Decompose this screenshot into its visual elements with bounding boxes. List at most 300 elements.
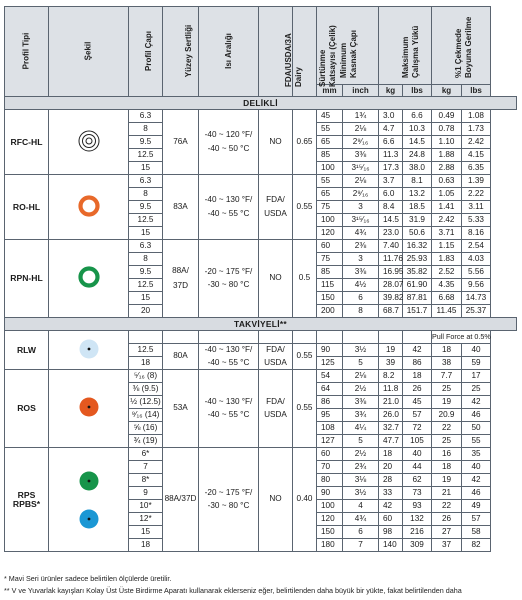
shape-icons — [77, 194, 101, 218]
profile-shape — [49, 175, 129, 240]
pulley-mm: 120 — [317, 227, 343, 240]
section-reinforced — [5, 318, 517, 331]
diameter-value: 15 — [129, 227, 163, 240]
friction-value: 0.55 — [293, 370, 317, 448]
load-kg: 7.40 — [379, 240, 403, 253]
elong-kg: 0.63 — [432, 175, 462, 188]
load-lbs: 40 — [403, 448, 432, 461]
temp-c: -30 ~ 80 °C — [207, 501, 250, 510]
pulley-mm: 180 — [317, 539, 343, 552]
unit-lbs: lbs — [403, 85, 432, 97]
diameter-value: 9 — [129, 487, 163, 500]
pulley-mm: 150 — [317, 526, 343, 539]
profile-shape — [49, 448, 129, 552]
footnote-2: ** V ve Yuvarlak kayışları Kolay Üst Üste Birdirme Aparatı kullanarak eklerseniz eğer, belirtilenden daha büyük bir yükte, fakat belirtilenden daha — [4, 586, 462, 595]
diameter-value: ⅜ (9.5) — [129, 383, 163, 396]
elong-lbs: 6.35 — [462, 162, 491, 175]
diameter-value: 12.5 — [129, 344, 163, 357]
load-lbs: 16.32 — [403, 240, 432, 253]
pulley-inch: 4¾ — [343, 513, 379, 526]
diameter-value: ⅝ (16) — [129, 422, 163, 435]
pulley-inch: 4¾ — [343, 227, 379, 240]
pulley-mm: 80 — [317, 474, 343, 487]
pulley-inch: 6 — [343, 526, 379, 539]
pulley-inch: 3⅜ — [343, 396, 379, 409]
green-round-belt-icon — [77, 469, 101, 493]
pulley-mm: 125 — [317, 357, 343, 370]
diameter-value: 7 — [129, 461, 163, 474]
pulley-inch: 4¼ — [343, 422, 379, 435]
pulley-mm: 60 — [317, 240, 343, 253]
load-lbs: 26 — [403, 383, 432, 396]
profile-code-rps: RPS — [17, 489, 36, 500]
fda-line: FDA/ — [266, 396, 285, 406]
diameter-value: 6.3 — [129, 110, 163, 123]
elong-kg: 2.52 — [432, 266, 462, 279]
elong-lbs: 25 — [462, 383, 491, 396]
table-body — [5, 97, 517, 552]
pulley-inch: 2⁹⁄₁₆ — [343, 188, 379, 201]
pulley-inch: 3⅜ — [343, 266, 379, 279]
load-lbs: 62 — [403, 474, 432, 487]
pulley-inch: 8 — [343, 305, 379, 318]
pulley-inch: 3¹⁵⁄₁₆ — [343, 162, 379, 175]
temp-f: -40 ~ 130 °F/ — [204, 344, 253, 354]
elong-lbs: 5.33 — [462, 214, 491, 227]
ro-row — [5, 175, 517, 188]
load-lbs: 72 — [403, 422, 432, 435]
load-lbs: 57 — [403, 409, 432, 422]
load-lbs: 31.9 — [403, 214, 432, 227]
load-lbs: 44 — [403, 461, 432, 474]
load-lbs: 25.93 — [403, 253, 432, 266]
elong-kg: 4.35 — [432, 279, 462, 292]
pulley-mm: 100 — [317, 162, 343, 175]
elong-kg: 20.9 — [432, 409, 462, 422]
pulley-mm: 55 — [317, 123, 343, 136]
pulley-inch: 2⅜ — [343, 240, 379, 253]
load-lbs: 24.8 — [403, 149, 432, 162]
pulley-inch: 4 — [343, 500, 379, 513]
elong-lbs: 46 — [462, 409, 491, 422]
diameter-value: 8* — [129, 474, 163, 487]
pulley-mm: 127 — [317, 435, 343, 448]
temp-range-value — [199, 110, 259, 175]
elong-lbs: 4.03 — [462, 253, 491, 266]
profile-code — [5, 448, 49, 552]
elong-kg: 22 — [432, 422, 462, 435]
empty-cell — [403, 331, 432, 344]
load-kg: 33 — [379, 487, 403, 500]
temp-c: -30 ~ 80 °C — [207, 280, 250, 289]
pulley-inch: 6 — [343, 292, 379, 305]
pulley-inch: 7 — [343, 539, 379, 552]
load-lbs: 10.3 — [403, 123, 432, 136]
diameter-value: 8 — [129, 123, 163, 136]
hardness-value — [163, 240, 199, 318]
elong-kg: 19 — [432, 396, 462, 409]
diameter-value: 12* — [129, 513, 163, 526]
elong-lbs: 17 — [462, 370, 491, 383]
shape-icons — [77, 337, 101, 361]
elong-kg: 38 — [432, 357, 462, 370]
load-kg: 19 — [379, 344, 403, 357]
load-lbs: 13.2 — [403, 188, 432, 201]
elong-kg: 1.10 — [432, 136, 462, 149]
elong-lbs: 2.54 — [462, 240, 491, 253]
temp-f: -40 ~ 130 °F/ — [204, 195, 253, 205]
fda-line: USDA — [264, 410, 287, 419]
pulley-inch: 3½ — [343, 487, 379, 500]
load-lbs: 61.90 — [403, 279, 432, 292]
elong-lbs: 58 — [462, 526, 491, 539]
temp-c: -40 ~ 55 °C — [207, 208, 250, 218]
empty-cell — [163, 331, 199, 344]
elong-kg: 7.7 — [432, 370, 462, 383]
pulley-mm: 150 — [317, 292, 343, 305]
elong-lbs: 82 — [462, 539, 491, 552]
pulley-inch: 2¾ — [343, 461, 379, 474]
friction-value: 0.5 — [293, 240, 317, 318]
temp-range-value — [199, 344, 259, 370]
pulley-inch: 2⅛ — [343, 370, 379, 383]
pulley-inch: 5 — [343, 357, 379, 370]
elong-lbs: 2.22 — [462, 188, 491, 201]
load-lbs: 42 — [403, 344, 432, 357]
elong-lbs: 55 — [462, 435, 491, 448]
elong-lbs: 4.15 — [462, 149, 491, 162]
shape-icons — [77, 469, 101, 531]
header-friction: Sürtünme Katsayısı (Çelik) — [293, 7, 317, 97]
load-kg: 39.82 — [379, 292, 403, 305]
elong-kg: 6.68 — [432, 292, 462, 305]
pulley-inch: 3⅛ — [343, 474, 379, 487]
load-lbs: 87.81 — [403, 292, 432, 305]
elong-kg: 0.78 — [432, 123, 462, 136]
diameter-value: 15 — [129, 292, 163, 305]
pulley-mm: 115 — [317, 279, 343, 292]
temp-c: -40 ~ 50 °C — [207, 143, 250, 153]
fda-line: USDA — [264, 208, 287, 218]
elong-lbs: 3.11 — [462, 201, 491, 214]
load-lbs: 86 — [403, 357, 432, 370]
load-lbs: 216 — [403, 526, 432, 539]
header-hardness: Yüzey Sertliği — [163, 7, 199, 97]
pulley-mm: 70 — [317, 461, 343, 474]
load-lbs: 18.5 — [403, 201, 432, 214]
pulley-inch: 3⅜ — [343, 149, 379, 162]
elong-kg: 21 — [432, 487, 462, 500]
unit-mm: mm — [317, 85, 343, 97]
pulley-mm: 75 — [317, 253, 343, 266]
pulley-inch: 5 — [343, 435, 379, 448]
load-kg: 21.0 — [379, 396, 403, 409]
temp-c: -40 ~ 55 °C — [207, 410, 250, 419]
pulley-inch: 1¾ — [343, 110, 379, 123]
pulley-mm: 54 — [317, 370, 343, 383]
load-kg: 98 — [379, 526, 403, 539]
pulley-mm: 55 — [317, 175, 343, 188]
pulley-mm: 90 — [317, 487, 343, 500]
section-perforated — [5, 97, 517, 110]
elong-lbs: 46 — [462, 487, 491, 500]
fda-value — [259, 344, 293, 370]
pulley-inch: 3 — [343, 253, 379, 266]
fda-value — [259, 175, 293, 240]
load-lbs: 38.0 — [403, 162, 432, 175]
load-kg: 28.07 — [379, 279, 403, 292]
hardness-value: 88A/37D — [163, 448, 199, 552]
diameter-value: 10* — [129, 500, 163, 513]
profile-code: RLW — [5, 331, 49, 370]
elong-lbs: 57 — [462, 513, 491, 526]
elong-kg: 2.88 — [432, 162, 462, 175]
elong-kg: 2.42 — [432, 214, 462, 227]
unit-inch: inch — [343, 85, 379, 97]
rlw-row — [5, 331, 517, 344]
pulley-inch: 4½ — [343, 279, 379, 292]
diameter-value: 12.5 — [129, 279, 163, 292]
pulley-mm: 86 — [317, 396, 343, 409]
profile-spec-table — [4, 6, 517, 552]
orange-round-belt-icon — [77, 395, 101, 419]
load-kg: 11.8 — [379, 383, 403, 396]
fda-value — [259, 370, 293, 448]
diameter-value: 15 — [129, 162, 163, 175]
elong-kg: 26 — [432, 513, 462, 526]
load-kg: 16.95 — [379, 266, 403, 279]
diameter-value: ½ (12.5) — [129, 396, 163, 409]
load-lbs: 45 — [403, 396, 432, 409]
empty-cell — [343, 331, 379, 344]
elong-kg: 1.88 — [432, 149, 462, 162]
elong-kg: 0.49 — [432, 110, 462, 123]
unit-lbs: lbs — [462, 85, 491, 97]
load-kg: 60 — [379, 513, 403, 526]
diameter-value: 9.5 — [129, 201, 163, 214]
temp-range-value — [199, 240, 259, 318]
header-pulley: Minimum Kasnak Çapı — [317, 7, 379, 85]
elong-kg: 3.71 — [432, 227, 462, 240]
elong-kg: 25 — [432, 435, 462, 448]
profile-shape — [49, 110, 129, 175]
orange-hollow-belt-icon — [77, 194, 101, 218]
elong-kg: 16 — [432, 448, 462, 461]
load-lbs: 18 — [403, 370, 432, 383]
elong-lbs: 50 — [462, 422, 491, 435]
elong-kg: 1.05 — [432, 188, 462, 201]
load-lbs: 105 — [403, 435, 432, 448]
empty-cell — [129, 331, 163, 344]
elong-kg: 18 — [432, 461, 462, 474]
load-kg: 20 — [379, 461, 403, 474]
elong-lbs: 42 — [462, 396, 491, 409]
fda-value: NO — [259, 240, 293, 318]
hardness-value: 80A — [163, 344, 199, 370]
empty-cell — [259, 331, 293, 344]
elong-kg: 1.83 — [432, 253, 462, 266]
fda-line: FDA/ — [266, 195, 285, 205]
load-kg: 4.7 — [379, 123, 403, 136]
elong-kg: 1.41 — [432, 201, 462, 214]
pull-force-note: Pull Force at 0.5% — [432, 331, 491, 344]
header-diameter: Profil Çapı — [129, 7, 163, 97]
friction-value: 0.40 — [293, 448, 317, 552]
pulley-inch: 3½ — [343, 344, 379, 357]
pulley-mm: 65 — [317, 188, 343, 201]
pulley-mm: 45 — [317, 110, 343, 123]
shape-icons — [77, 129, 101, 153]
load-lbs: 8.1 — [403, 175, 432, 188]
diameter-value: 6.3 — [129, 175, 163, 188]
header-shape: Şekil — [49, 7, 129, 97]
elong-lbs: 8.16 — [462, 227, 491, 240]
header-max-load: Maksimum Çalışma Yükü — [379, 7, 432, 85]
elong-kg: 1.15 — [432, 240, 462, 253]
diameter-value: 6.3 — [129, 240, 163, 253]
profile-code: RFC-HL — [5, 110, 49, 175]
section-title: DELİKLİ — [5, 97, 517, 110]
pulley-inch: 2⅛ — [343, 123, 379, 136]
load-kg: 6.6 — [379, 136, 403, 149]
load-kg: 8.4 — [379, 201, 403, 214]
elong-kg: 11.45 — [432, 305, 462, 318]
empty-cell — [379, 331, 403, 344]
temp-range-value — [199, 448, 259, 552]
pulley-inch: 3 — [343, 201, 379, 214]
rpn-row — [5, 240, 517, 253]
pulley-inch: 3¹⁵⁄₁₆ — [343, 214, 379, 227]
fda-line: USDA — [264, 358, 287, 367]
elong-lbs: 1.08 — [462, 110, 491, 123]
load-kg: 68.7 — [379, 305, 403, 318]
header-temp-range: Isı Aralığı — [199, 7, 259, 97]
elong-lbs: 59 — [462, 357, 491, 370]
diameter-value: ¾ (19) — [129, 435, 163, 448]
blue-round-belt-icon — [77, 507, 101, 531]
diameter-value: ⁵⁄₁₆ (8) — [129, 370, 163, 383]
elong-lbs: 1.73 — [462, 123, 491, 136]
fda-line: FDA/ — [266, 344, 285, 354]
rfc-row — [5, 110, 517, 123]
friction-value: 0.55 — [293, 344, 317, 370]
load-kg: 8.2 — [379, 370, 403, 383]
load-kg: 140 — [379, 539, 403, 552]
load-kg: 26.0 — [379, 409, 403, 422]
ros-row — [5, 370, 517, 383]
profile-code: RPN-HL — [5, 240, 49, 318]
light-blue-round-belt-icon — [77, 337, 101, 361]
unit-kg: kg — [379, 85, 403, 97]
elong-lbs: 49 — [462, 500, 491, 513]
pulley-mm: 60 — [317, 448, 343, 461]
profile-shape — [49, 331, 129, 370]
hardness-line: 88A/ — [172, 266, 189, 276]
diameter-value: 15 — [129, 526, 163, 539]
pulley-inch: 2⅛ — [343, 175, 379, 188]
elong-lbs: 40 — [462, 344, 491, 357]
load-kg: 39 — [379, 357, 403, 370]
load-kg: 3.0 — [379, 110, 403, 123]
load-kg: 14.5 — [379, 214, 403, 227]
profile-codes — [5, 491, 48, 508]
pulley-mm: 90 — [317, 344, 343, 357]
table-header — [5, 7, 517, 97]
temp-range-value — [199, 370, 259, 448]
elong-lbs: 25.37 — [462, 305, 491, 318]
profile-shape — [49, 240, 129, 318]
diameter-value: 20 — [129, 305, 163, 318]
footnote-1: * Mavi Seri ürünler sadece belirtilen ölçülerde üretilir. — [4, 574, 172, 583]
friction-value: 0.65 — [293, 110, 317, 175]
load-lbs: 132 — [403, 513, 432, 526]
diameter-value: 12.5 — [129, 149, 163, 162]
section-title: TAKVİYELİ** — [5, 318, 517, 331]
load-lbs: 35.82 — [403, 266, 432, 279]
pulley-mm: 75 — [317, 201, 343, 214]
pulley-inch: 3¾ — [343, 409, 379, 422]
elong-lbs: 35 — [462, 448, 491, 461]
pulley-mm: 200 — [317, 305, 343, 318]
empty-cell — [199, 331, 259, 344]
temp-c: -40 ~ 55 °C — [207, 358, 250, 367]
concentric-profile-icon — [77, 129, 101, 153]
pulley-inch: 2½ — [343, 448, 379, 461]
pulley-mm: 85 — [317, 149, 343, 162]
elong-lbs: 14.73 — [462, 292, 491, 305]
load-kg: 17.3 — [379, 162, 403, 175]
elong-lbs: 5.56 — [462, 266, 491, 279]
header-fda: FDA/USDA/3A Dairy — [259, 7, 293, 97]
hardness-value: 76A — [163, 110, 199, 175]
diameter-value: 9.5 — [129, 136, 163, 149]
load-lbs: 6.6 — [403, 110, 432, 123]
elong-lbs: 40 — [462, 461, 491, 474]
temp-f: -20 ~ 175 °F/ — [204, 266, 253, 276]
diameter-value: 9.5 — [129, 266, 163, 279]
pulley-mm: 108 — [317, 422, 343, 435]
elong-kg: 22 — [432, 500, 462, 513]
elong-kg: 25 — [432, 383, 462, 396]
pulley-mm: 100 — [317, 500, 343, 513]
elong-kg: 37 — [432, 539, 462, 552]
empty-cell — [293, 331, 317, 344]
diameter-value: 8 — [129, 188, 163, 201]
pulley-mm: 85 — [317, 266, 343, 279]
load-kg: 18 — [379, 448, 403, 461]
rps-row — [5, 448, 517, 461]
load-kg: 42 — [379, 500, 403, 513]
temp-f: -40 ~ 120 °F/ — [204, 130, 253, 140]
hardness-line: 37D — [172, 280, 189, 290]
load-kg: 3.7 — [379, 175, 403, 188]
fda-value: NO — [259, 110, 293, 175]
elong-lbs: 9.56 — [462, 279, 491, 292]
diameter-value: 12.5 — [129, 214, 163, 227]
load-lbs: 73 — [403, 487, 432, 500]
pulley-mm: 120 — [317, 513, 343, 526]
pulley-mm: 100 — [317, 214, 343, 227]
diameter-value: 8 — [129, 253, 163, 266]
load-kg: 11.76 — [379, 253, 403, 266]
profile-code-rpbs: RPBS* — [12, 498, 41, 509]
elong-lbs: 42 — [462, 474, 491, 487]
diameter-value: ⁹⁄₁₆ (14) — [129, 409, 163, 422]
load-kg: 28 — [379, 474, 403, 487]
diameter-value: 18 — [129, 357, 163, 370]
shape-icons — [77, 265, 101, 289]
load-lbs: 151.7 — [403, 305, 432, 318]
